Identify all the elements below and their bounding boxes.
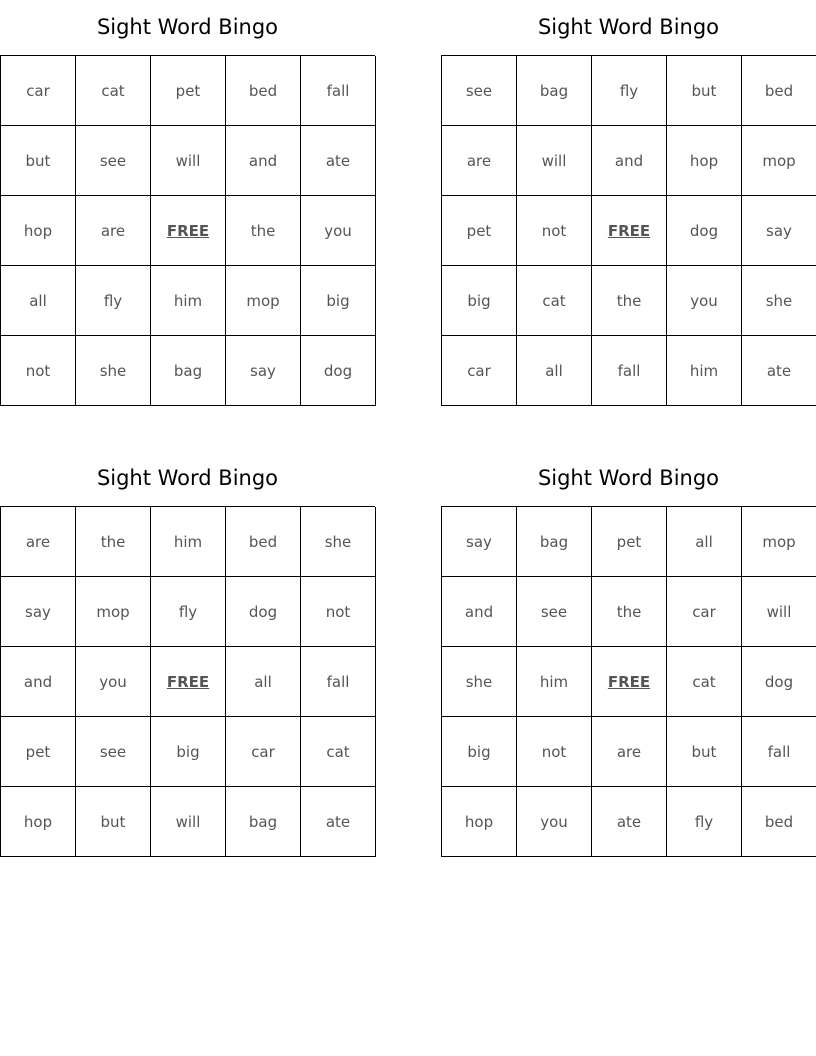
bingo-card-3 (0, 466, 375, 831)
bingo-cell: are (76, 196, 151, 266)
bingo-card-2 (441, 15, 816, 380)
bingo-cell: all (667, 507, 742, 577)
bingo-cell: the (592, 266, 667, 336)
bingo-cell: and (226, 126, 301, 196)
bingo-cell: not (517, 196, 592, 266)
bingo-cell: you (667, 266, 742, 336)
bingo-cell: all (517, 336, 592, 406)
bingo-cell: not (517, 717, 592, 787)
bingo-cell: pet (592, 507, 667, 577)
bingo-cell: she (301, 507, 376, 577)
bingo-cell: big (442, 717, 517, 787)
bingo-grid (441, 55, 816, 406)
bingo-card-4 (441, 466, 816, 831)
bingo-cell: see (76, 717, 151, 787)
bingo-cell: all (226, 647, 301, 717)
free-space-cell: FREE (592, 647, 667, 717)
card-title: Sight Word Bingo (96, 15, 279, 39)
bingo-cell: hop (1, 787, 76, 857)
free-space-cell: FREE (592, 196, 667, 266)
bingo-cell: say (742, 196, 816, 266)
bingo-cell: car (226, 717, 301, 787)
free-space-cell: FREE (151, 647, 226, 717)
bingo-cell: cat (76, 56, 151, 126)
bingo-cell: mop (76, 577, 151, 647)
bingo-cell: him (151, 266, 226, 336)
bingo-cell: bed (226, 507, 301, 577)
bingo-cell: fly (667, 787, 742, 857)
bingo-cell: bed (226, 56, 301, 126)
bingo-cell: dog (667, 196, 742, 266)
bingo-cell: dog (301, 336, 376, 406)
bingo-cell: the (592, 577, 667, 647)
bingo-cell: fly (151, 577, 226, 647)
bingo-cell: bag (517, 56, 592, 126)
bingo-cell: you (517, 787, 592, 857)
card-title: Sight Word Bingo (537, 466, 720, 490)
bingo-cell: see (76, 126, 151, 196)
bingo-cell: and (1, 647, 76, 717)
bingo-cell: big (442, 266, 517, 336)
bingo-cell: car (1, 56, 76, 126)
bingo-cell: mop (742, 507, 816, 577)
bingo-cell: say (1, 577, 76, 647)
bingo-cell: are (592, 717, 667, 787)
bingo-cell: will (742, 577, 816, 647)
bingo-cell: ate (301, 787, 376, 857)
bingo-cell: and (592, 126, 667, 196)
bingo-cell: you (76, 647, 151, 717)
bingo-cell: hop (667, 126, 742, 196)
bingo-cell: you (301, 196, 376, 266)
bingo-cell: but (76, 787, 151, 857)
card-title: Sight Word Bingo (96, 466, 279, 490)
bingo-cell: but (667, 717, 742, 787)
bingo-grid (0, 55, 375, 406)
bingo-cell: fall (742, 717, 816, 787)
bingo-cell: see (517, 577, 592, 647)
bingo-cell: bed (742, 787, 816, 857)
bingo-cell: she (442, 647, 517, 717)
bingo-cell: hop (1, 196, 76, 266)
bingo-cell: car (442, 336, 517, 406)
bingo-cell: mop (226, 266, 301, 336)
bingo-cell: not (301, 577, 376, 647)
bingo-cell: mop (742, 126, 816, 196)
bingo-cell: fall (301, 647, 376, 717)
bingo-cell: bag (226, 787, 301, 857)
bingo-cell: and (442, 577, 517, 647)
bingo-cell: bed (742, 56, 816, 126)
card-title: Sight Word Bingo (537, 15, 720, 39)
bingo-cell: ate (742, 336, 816, 406)
bingo-cell: ate (592, 787, 667, 857)
bingo-grid (441, 506, 816, 857)
bingo-cell: dog (226, 577, 301, 647)
free-space-cell: FREE (151, 196, 226, 266)
bingo-cell: cat (517, 266, 592, 336)
bingo-cell: will (151, 126, 226, 196)
bingo-cell: she (76, 336, 151, 406)
bingo-cell: pet (151, 56, 226, 126)
bingo-cell: him (667, 336, 742, 406)
bingo-cell: the (226, 196, 301, 266)
bingo-cell: not (1, 336, 76, 406)
bingo-cell: big (151, 717, 226, 787)
bingo-cell: fly (592, 56, 667, 126)
bingo-cell: say (442, 507, 517, 577)
bingo-cell: him (151, 507, 226, 577)
bingo-cell: big (301, 266, 376, 336)
bingo-cell: him (517, 647, 592, 717)
bingo-cell: will (517, 126, 592, 196)
bingo-cell: fly (76, 266, 151, 336)
bingo-cell: will (151, 787, 226, 857)
bingo-cell: are (442, 126, 517, 196)
bingo-grid (0, 506, 375, 857)
bingo-cell: but (667, 56, 742, 126)
bingo-cell: are (1, 507, 76, 577)
bingo-cell: car (667, 577, 742, 647)
bingo-cell: say (226, 336, 301, 406)
bingo-card-1 (0, 15, 375, 380)
bingo-cell: bag (517, 507, 592, 577)
bingo-cell: she (742, 266, 816, 336)
bingo-cell: pet (442, 196, 517, 266)
bingo-cell: see (442, 56, 517, 126)
bingo-cell: but (1, 126, 76, 196)
bingo-cell: hop (442, 787, 517, 857)
bingo-cell: cat (301, 717, 376, 787)
bingo-cell: all (1, 266, 76, 336)
bingo-cell: ate (301, 126, 376, 196)
bingo-cell: fall (301, 56, 376, 126)
bingo-cell: fall (592, 336, 667, 406)
bingo-cell: dog (742, 647, 816, 717)
bingo-cell: bag (151, 336, 226, 406)
bingo-cell: the (76, 507, 151, 577)
bingo-cell: cat (667, 647, 742, 717)
bingo-cell: pet (1, 717, 76, 787)
